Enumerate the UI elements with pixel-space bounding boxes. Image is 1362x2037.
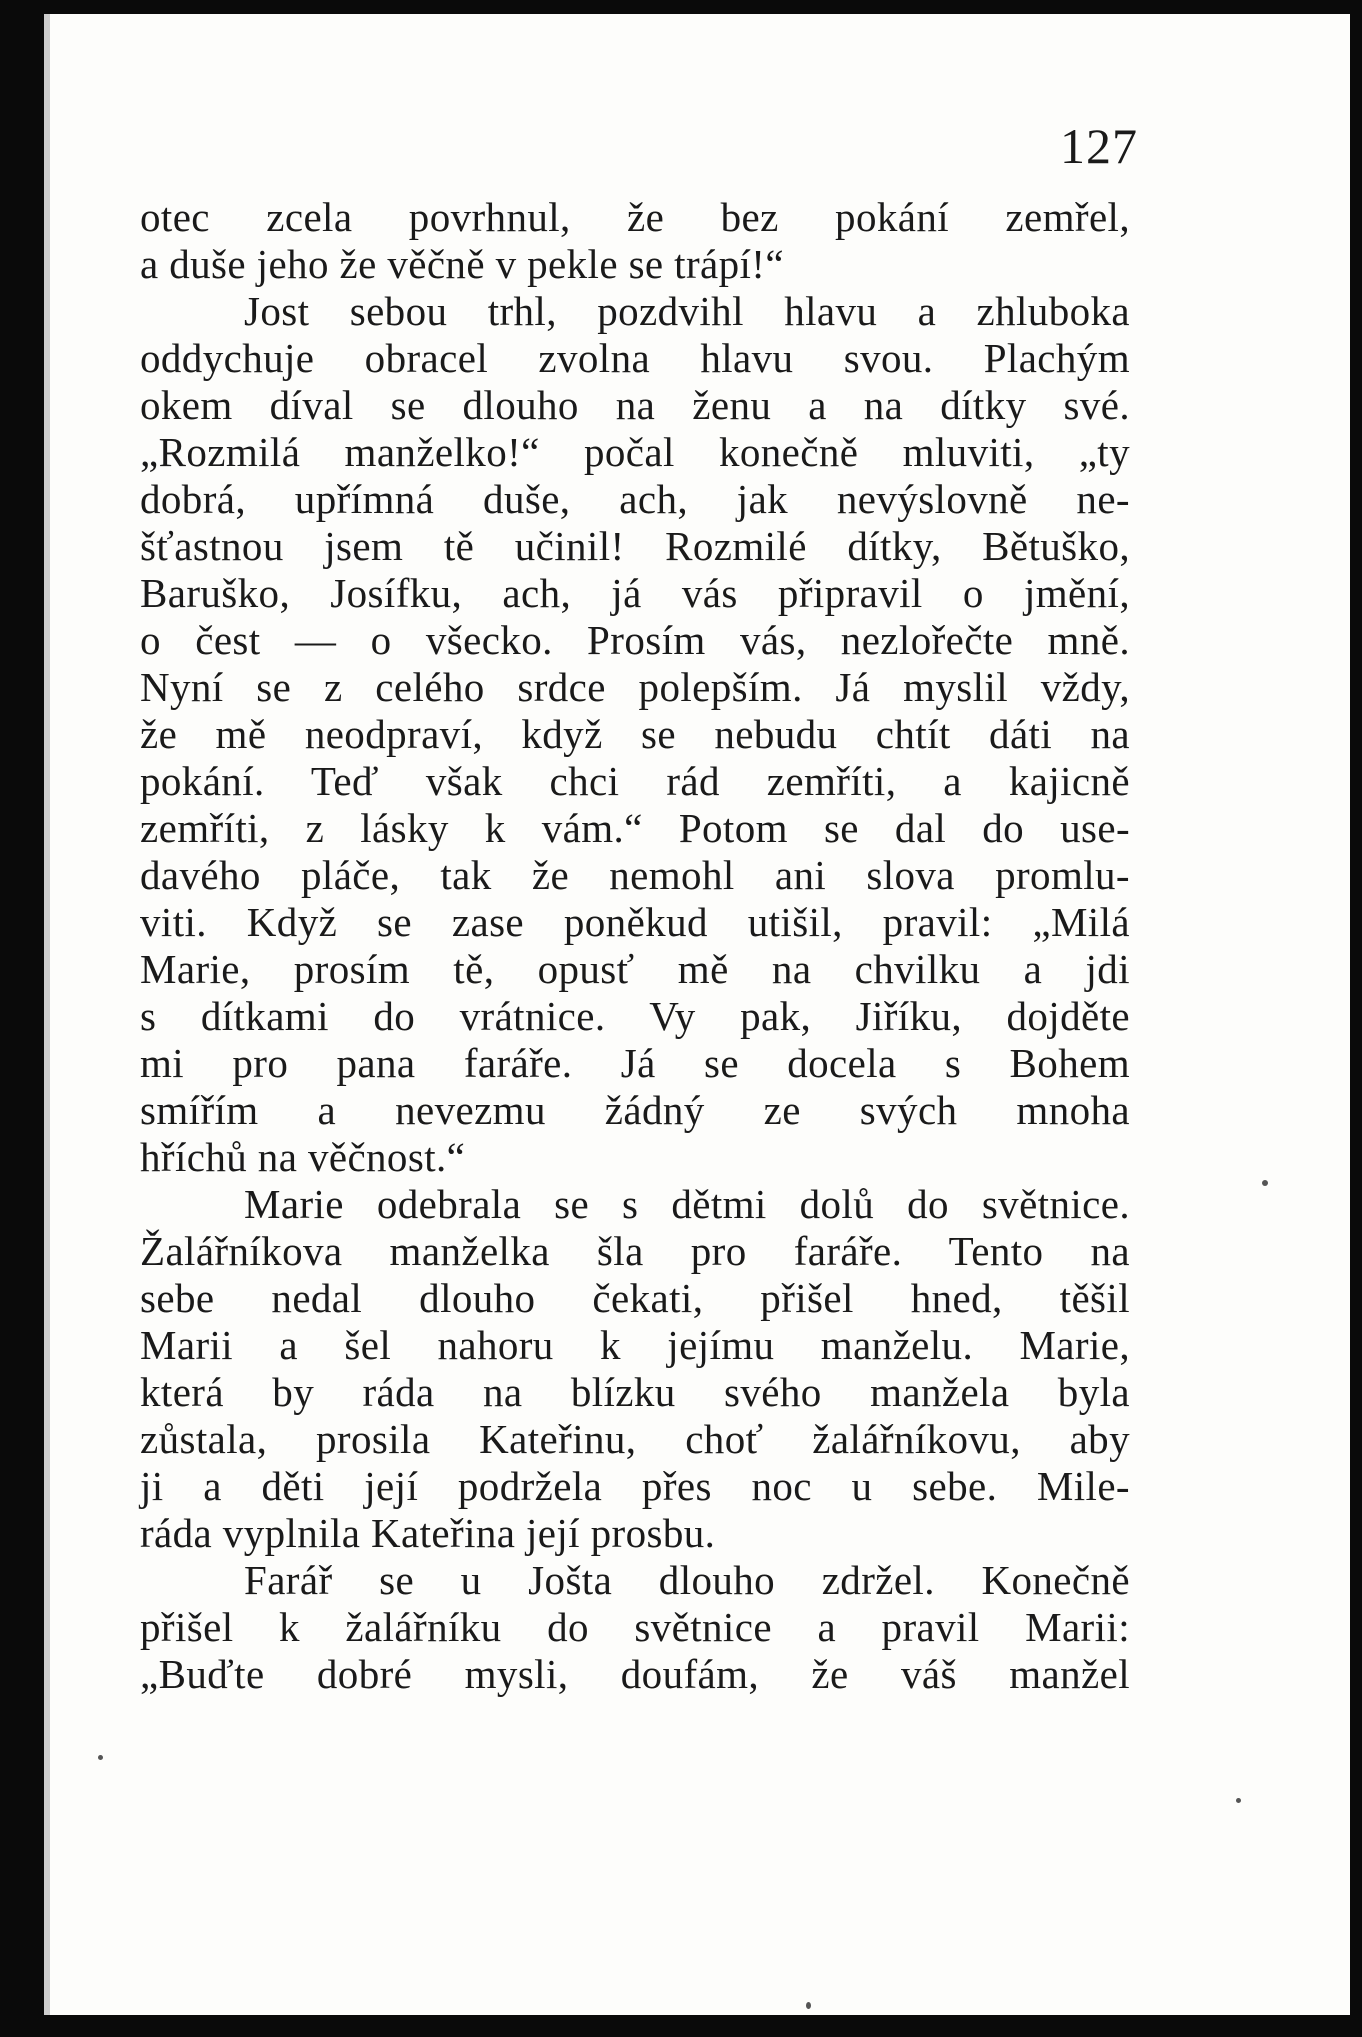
text-line: Marie odebrala se s dětmi dolů do světnice. [244,1181,1130,1227]
text-line: smířím a nevezmu žádný ze svých mnoha [140,1087,1130,1133]
text-line: dobrá, upřímná duše, ach, jak nevýslovně ne- [140,476,1130,522]
text-line: sebe nedal dlouho čekati, přišel hned, těšil [140,1275,1130,1321]
text-line: okem díval se dlouho na ženu a na dítky své. [140,382,1130,428]
text-line: o čest — o všecko. Prosím vás, nezlořečte mně. [140,617,1130,663]
text-line: „Buďte dobré mysli, doufám, že váš manžel [140,1651,1130,1697]
text-line: Marie, prosím tě, opusť mě na chvilku a jdi [140,946,1130,992]
binding-edge [44,14,50,2015]
scan-speck [98,1755,103,1760]
text-line: pokání. Teď však chci rád zemříti, a kajicně [140,758,1130,804]
text-line: viti. Když se zase poněkud utišil, pravil: „Milá [140,899,1130,945]
text-line: „Rozmilá manželko!“ počal konečně mluviti, „ty [140,429,1130,475]
text-line: ráda vyplnila Kateřina její prosbu. [140,1510,716,1556]
text-line: šťastnou jsem tě učinil! Rozmilé dítky, Bětuško, [140,523,1130,569]
text-line: Žalářníkova manželka šla pro faráře. Tento na [140,1228,1130,1274]
text-line: zemříti, z lásky k vám.“ Potom se dal do use- [140,805,1130,851]
text-line: s dítkami do vrátnice. Vy pak, Jiříku, dojděte [140,993,1130,1039]
page-number: 127 [1060,118,1138,174]
text-line: ji a děti její podržela přes noc u sebe. Mile- [140,1463,1130,1509]
text-line: Marii a šel nahoru k jejímu manželu. Marie, [140,1322,1130,1368]
text-line: která by ráda na blízku svého manžela byla [140,1369,1130,1415]
text-line: oddychuje obracel zvolna hlavu svou. Plachým [140,335,1130,381]
text-line: hříchů na věčnost.“ [140,1134,466,1180]
text-line: davého pláče, tak že nemohl ani slova promlu- [140,852,1130,898]
text-line: Baruško, Josífku, ach, já vás připravil o jmění, [140,570,1130,616]
body-text [140,194,1130,1698]
text-line: a duše jeho že věčně v pekle se trápí!“ [140,241,784,287]
scan-speck [806,2002,811,2009]
text-line: zůstala, prosila Kateřinu, choť žalářníkovu, aby [140,1416,1130,1462]
scan-speck [1262,1180,1268,1186]
text-line: že mě neodpraví, když se nebudu chtít dáti na [140,711,1130,757]
text-line: Farář se u Jošta dlouho zdržel. Konečně [244,1557,1130,1603]
text-line: mi pro pana faráře. Já se docela s Bohem [140,1040,1130,1086]
text-line: přišel k žalářníku do světnice a pravil Marii: [140,1604,1130,1650]
text-line: otec zcela povrhnul, že bez pokání zemřel, [140,194,1130,240]
scan-speck [1236,1798,1241,1803]
text-line: Nyní se z celého srdce polepším. Já myslil vždy, [140,664,1130,710]
text-line: Jost sebou trhl, pozdvihl hlavu a zhluboka [244,288,1130,334]
